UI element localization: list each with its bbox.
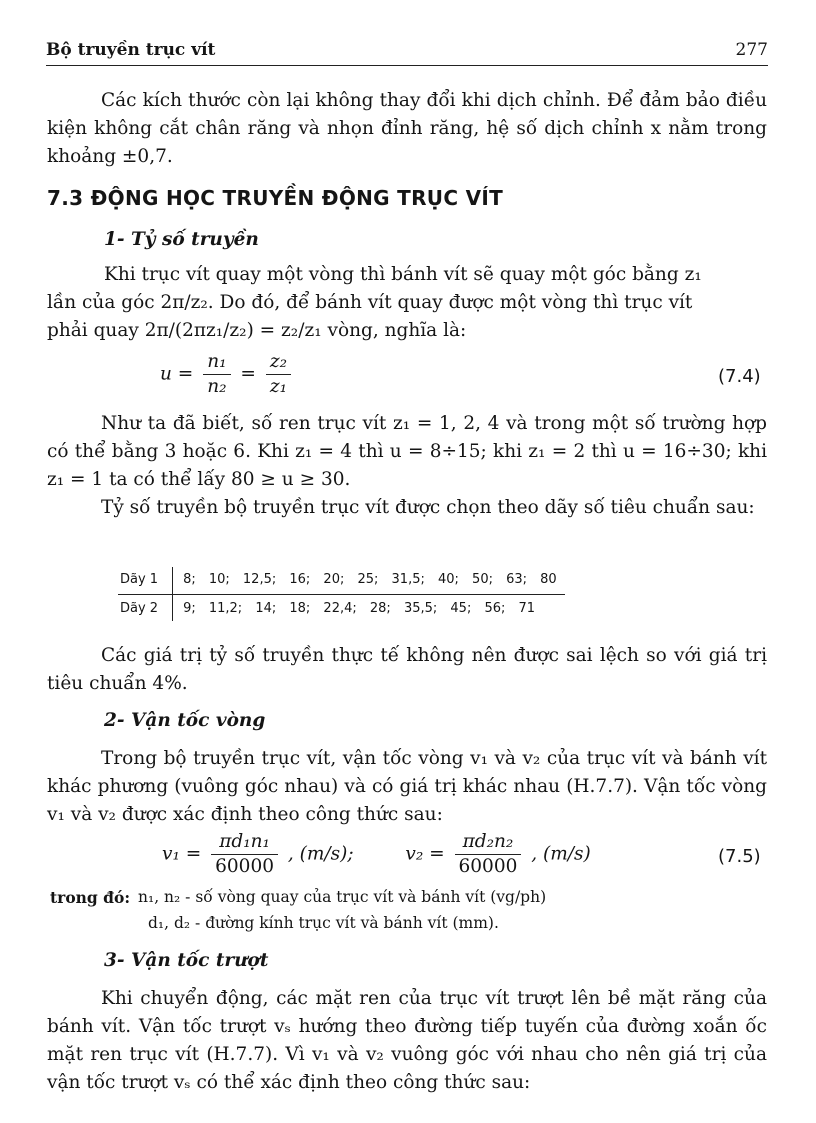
eq-equals: = xyxy=(240,363,256,385)
equation-7-5 xyxy=(162,830,591,879)
row-values: 9; 11,2; 14; 18; 22,4; 28; 35,5; 45; 56; 71 xyxy=(183,601,536,616)
eq-numerator: z₂ xyxy=(266,350,291,375)
paragraph-thread-count: Như ta đã biết, số ren trục vít z₁ = 1, 2, 4 và trong một số trường hợp có thể bằng 3 hoặc 6. Khi z₁ = 4 thì u = 8÷15; khi z₁ = 2 thì u = 16÷30; khi z₁ = 1 ta có thể lấy 80 ≥ u ≥ 30. xyxy=(47,413,767,490)
text-line: Khi trục vít quay một vòng thì bánh vít sẽ quay một góc bằng z₁ xyxy=(104,264,702,285)
where-item: d₁, d₂ - đường kính trục vít và bánh vít (mm). xyxy=(148,914,499,932)
row-label: Dãy 2 xyxy=(118,595,173,622)
fraction-v2 xyxy=(455,830,522,879)
fraction-v1 xyxy=(211,830,278,879)
eq-denominator: n₂ xyxy=(207,376,227,397)
eq-denominator: 60000 xyxy=(458,856,518,877)
where-item: n₁, n₂ - số vòng quay của trục vít và bánh vít (vg/ph) xyxy=(138,888,547,906)
standard-ratio-table xyxy=(118,567,565,621)
paragraph-sliding: Khi chuyển động, các mặt ren của trục vít trượt lên bề mặt răng của bánh vít. Vận tốc trượt vₛ hướng theo đường tiếp tuyến của đường xoắn ốc mặt ren trục vít (H.7.7). Vì v₁ và v₂ vuông góc với nhau cho nên giá trị của vận tốc trượt vₛ có thể xác định theo công thức sau: xyxy=(47,988,767,1093)
intro-paragraph: Các kích thước còn lại không thay đổi khi dịch chỉnh. Để đảm bảo điều kiện không cắt chân răng và nhọn đỉnh răng, hệ số dịch chỉnh x nằm trong khoảng ±0,7. xyxy=(47,90,767,167)
text-line: phải quay 2π/(2πz₁/z₂) = z₂/z₁ vòng, nghĩa là: xyxy=(47,320,467,341)
subheading-transmission-ratio: 1- Tỷ số truyền xyxy=(104,229,259,250)
row-values: 8; 10; 12,5; 16; 20; 25; 31,5; 40; 50; 63; 80 xyxy=(173,567,565,595)
eq-numerator: n₁ xyxy=(203,350,230,375)
row-label: Dãy 1 xyxy=(118,567,173,595)
paragraph-velocity: Trong bộ truyền trục vít, vận tốc vòng v₁ và v₂ của trục vít và bánh vít khác phương (vuông góc nhau) và có giá trị khác nhau (H.7.7). Vận tốc vòng v₁ và v₂ được xác định theo công thức sau: xyxy=(47,748,767,825)
subheading-sliding-velocity: 3- Vận tốc trượt xyxy=(104,950,269,971)
equation-7-4 xyxy=(160,350,295,399)
header-rule xyxy=(46,65,768,66)
eq-v2: v₂ = xyxy=(405,843,445,865)
eq-numerator: πd₁n₁ xyxy=(211,830,278,855)
eq-unit: , (m/s) xyxy=(531,843,591,865)
paragraph-deviation: Các giá trị tỷ số truyền thực tế không nên được sai lệch so với giá trị tiêu chuẩn 4%. xyxy=(47,645,767,694)
equation-number: (7.4) xyxy=(718,366,761,387)
equation-number: (7.5) xyxy=(718,846,761,867)
eq-v1: v₁ = xyxy=(162,843,202,865)
text-line: lần của góc 2π/z₂. Do đó, để bánh vít quay được một vòng thì trục vít xyxy=(47,292,693,313)
where-label: trong đó: xyxy=(50,888,131,907)
paragraph-standard-series: Tỷ số truyền bộ truyền trục vít được chọn theo dãy số tiêu chuẩn sau: xyxy=(101,497,755,518)
page-number: 277 xyxy=(735,40,768,60)
eq-denominator: 60000 xyxy=(215,856,274,877)
fraction-z2-z1 xyxy=(266,350,291,399)
running-header xyxy=(46,38,768,62)
eq-lhs: u = xyxy=(160,363,194,385)
fraction-n1-n2 xyxy=(203,350,230,399)
header-title: Bộ truyền trục vít xyxy=(46,40,216,60)
section-title: 7.3 ĐỘNG HỌC TRUYỀN ĐỘNG TRỤC VÍT xyxy=(47,186,504,210)
eq-denominator: z₁ xyxy=(269,376,287,397)
eq-numerator: πd₂n₂ xyxy=(455,830,522,855)
eq-unit: , (m/s); xyxy=(287,843,354,865)
subheading-peripheral-velocity: 2- Vận tốc vòng xyxy=(104,710,266,731)
table-row xyxy=(118,567,565,595)
table-row xyxy=(118,595,565,622)
